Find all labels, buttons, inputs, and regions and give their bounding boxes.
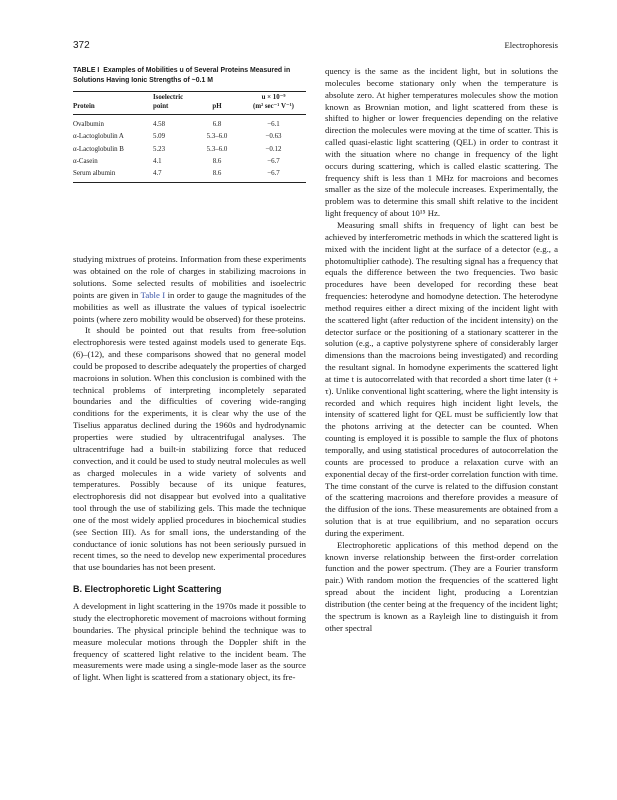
table-spacer [73,183,306,254]
section-heading: B. Electrophoretic Light Scattering [73,584,222,595]
page-number: 372 [73,40,90,51]
mobility-table [73,91,306,183]
table-caption [73,66,306,85]
table-reference-link[interactable]: Table I [140,289,166,300]
paragraph: quency is the same as the incident light, but in solutions the molecules become stationary only when the temperature is absolute zero. At higher temperatures molecules show the motion known as Brownian motion, and light scattered from these is shifted to higher or lower frequencies depending on the relative direction the molecules were moving at the time of scatter. This is called quasi-elastic light scattering (QEL) in order to contrast it with the situation where no change in frequency of the light occurs during scattering, which is called elastic scattering. The frequency shift is less than 1 MHz for macroions and becomes smaller as the size of the molecule increases. Experimentally, the problem was to determine this small shift relative to the incident light frequency of about 10¹⁵ Hz. [325,66,558,219]
running-head: Electrophoresis [504,40,558,50]
table-header-protein: Protein [73,102,95,110]
table-caption-text: Examples of Mobilities u of Several Proteins Measured in Solutions Having Ionic Strengths of ~0.1 M [73,67,291,84]
left-column [73,66,306,684]
cell-ph: 8.6 [212,169,222,177]
paragraph: studying mixtrues of proteins. Information from these experiments was obtained on the role of charges in stabilizing macroions in solutions. Some selected results of mobilities and isoelectric points are given in Table I in order to gauge the magnitudes of the mobilities as well as illustrate the values of typical isoelectric points (where zero mobility would be observed) for these proteins. [73,254,306,324]
paragraph: A development in light scattering in the 1970s made it possible to study the electrophoretic movement of macroions without forming boundaries. The physical principle behind the technique was to measure molecular motions through the Doppler shift in the frequency of scattered light relative to the incident beam. The measurements were made using a single-mode laser as the source of light. When light is scattered from a stationary object, its fre- [73,601,306,683]
cell-isoelectric-point: 5.23 [153,145,166,153]
table-row [73,168,306,183]
cell-mobility: −6.1 [267,121,280,129]
paragraph: Measuring small shifts in frequency of light can best be achieved by interferometric methods in which the scattered light is mixed with the incident light at the surface of a detector (e.g., a photomultiplier cathode). The resulting signal has a frequency that equals the difference between the two frequencies. Two basic procedures have been developed for recording these beat frequencies: heterodyne and homodyne detection. The heterodyne method requires either a direct mixing of the incident light with the scattered light (after reduction of the incident intensity) on the detector surface or the positioning of a stationary scatterer in the solution (e.g., a captive polystyrene sphere of considerably larger dimensions than the macroions being investigated) and recording the resultant signal. In homodyne experiments the scattered light at time t is autocorrelated with that recorded a short time later (t + τ). Unlike conventional light scattering, where the light intensity is recorded and which requires high incident light levels, the intensity of scattered light for QEL must be sufficiently low that the photons arriving at the detecter can be counted. When counting is employed it is possible to sample the flux of photons temporally, and using statistical procedures of autocorrelation the counts are processed to produce a relaxation curve with an exponential decay of the first-order correlation function with time. The time constant of the curve is related to the diffusion constant of the scattering macroions and therefore provides a measure of the diffusion of the ions. These measurements are obtained from a solution that is at true equilibrium, and no separation occurs during the experiment. [325,219,558,538]
cell-ph: 5.3–6.0 [206,145,228,153]
table-row [73,156,306,168]
cell-mobility: −6.7 [267,157,280,165]
cell-ph: 8.6 [212,157,222,165]
cell-ph: 6.8 [212,121,222,129]
cell-isoelectric-point: 5.09 [153,133,166,141]
cell-protein: Serum albumin [73,169,116,177]
table-label: TABLE I [73,67,100,74]
cell-protein: α-Casein [73,157,98,165]
table-header-mobility: u × 10⁻⁹ (m² sec⁻¹ V⁻¹) [253,94,294,110]
cell-isoelectric-point: 4.58 [153,121,166,129]
cell-isoelectric-point: 4.7 [153,169,162,177]
right-column [325,66,558,635]
cell-protein: α-Lactoglobulin A [73,133,124,141]
paragraph: It should be pointed out that results from free-solution electrophoresis were tested against models used to generate Eqs. (6)–(12), and these comparisons showed that no general model could be proposed to describe adequately the properties of charged macroions in solution. When this conclusion is combined with the technical problems of interpreting incompletely separated boundaries and the difficulties of covering wide-ranging conditions for the experiments, it is clear why the use of the Tiselius apparatus declined during the 1960s and hydrodynamic properties were studied by ultracentrifugal analyses. The ultracentrifuge had a built-in stabilizing force that reduced convection, and it could be used to study neutral molecules as well as charged molecules in a wide variety of solvents and temperatures. Possibly because of its unique features, electrophoresis did not disappear but evolved into a qualitative tool through the use of stabilizing gels. This made the technique one of the most widely applied procedures in biochemical studies (see Section III). As for small ions, the understanding of the conductance of ionic solutions has not been seriously pursued in recent times, so the need to develop new experimental procedures that use boundaries has not been present. [73,325,306,573]
cell-protein: Ovalbumin [73,121,105,129]
cell-mobility: −0.63 [265,133,282,141]
cell-mobility: −0.12 [265,145,282,153]
page-header [73,40,558,54]
table-row [73,131,306,143]
cell-isoelectric-point: 4.1 [153,157,162,165]
table-header-isoelectric-point: Isoelectric point [153,94,184,110]
paragraph: Electrophoretic applications of this method depend on the known inverse relationship between the first-order correlation function and the power spectrum. (They are a Fourier transform pair.) With random motion the frequencies of the scattered light spread about the incident light, producing a Lorentzian distribution (the center being at the frequency of the incident light; the spectrum is known as a Rayleigh line to distinguish it from other spectral [325,539,558,633]
cell-ph: 5.3–6.0 [206,133,228,141]
cell-protein: α-Lactoglobulin B [73,145,124,153]
table-row [73,115,306,132]
table-header-ph: pH [212,102,222,110]
cell-mobility: −6.7 [267,169,280,177]
table-row [73,144,306,156]
